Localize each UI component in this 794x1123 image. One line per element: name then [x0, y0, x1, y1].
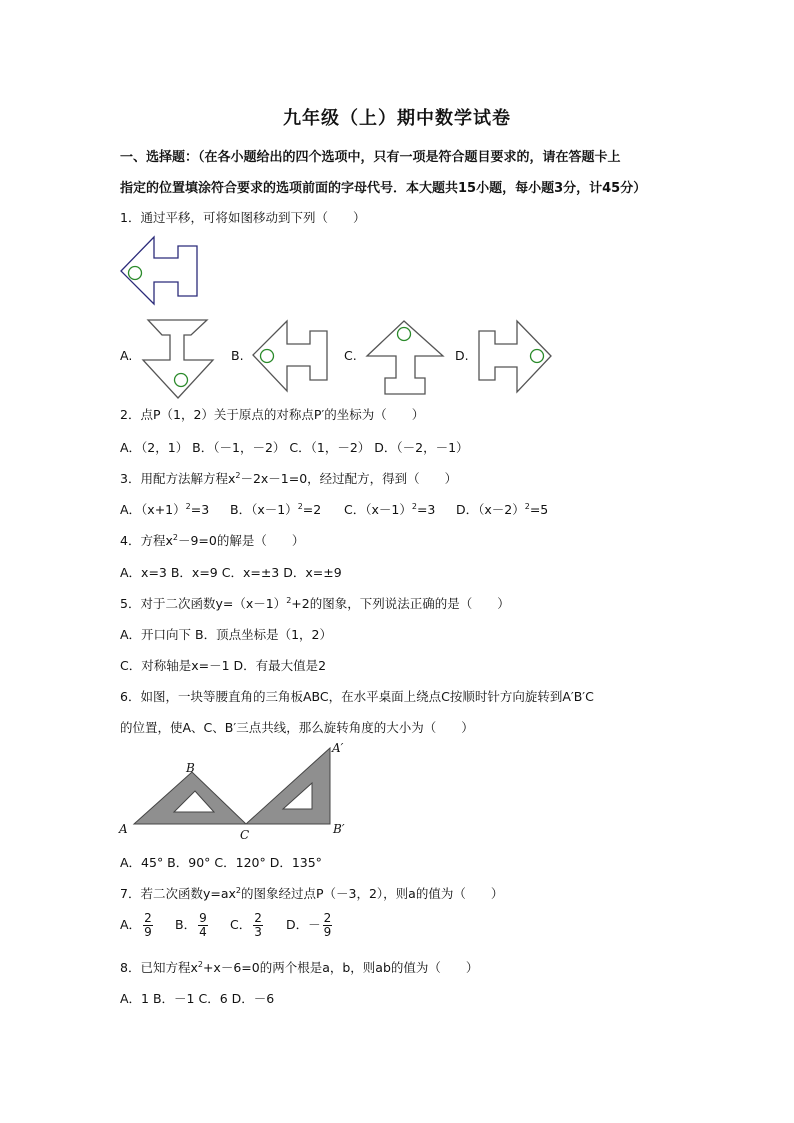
q7-option-d[interactable]: D．－ $\frac{2}{9}$ [286, 911, 332, 939]
q1-label-d: D. [455, 348, 469, 363]
q6-stem-line2: 的位置，使A、C、B′三点共线，那么旋转角度的大小为（ ） [120, 720, 474, 735]
section-heading-line1: 一、选择题：（在各小题给出的四个选项中，只有一项是符合题目要求的，请在答题卡上 [120, 150, 621, 165]
page-title: 九年级（上）期中数学试卷 [283, 108, 511, 129]
q7-option-b[interactable]: B． $\frac{9}{4}$ [175, 911, 207, 939]
q6-label-c: C [240, 828, 250, 842]
q5-stem: 5．对于二次函数$y=(x-1)^2+2$的图象，下列说法正确的是（ ） [120, 595, 510, 611]
q7-stem: 7．若二次函数$y=ax^2$的图象经过点P（－3，2），则a的值为（ ） [120, 885, 504, 901]
q5-options-line1[interactable]: A．开口向下 B．顶点坐标是（1，2） [120, 627, 333, 642]
q7-option-c[interactable]: C． $\frac{2}{3}$ [230, 911, 262, 939]
q6-label-a-prime: A′ [332, 741, 344, 755]
q6-label-b-prime: B′ [333, 822, 345, 836]
q1-option-a-figure[interactable] [140, 317, 216, 401]
q6-label-a: A [119, 822, 128, 836]
q3-stem: 3．用配方法解方程$x^2-2x-1=0$，经过配方，得到（ ） [120, 470, 458, 486]
q2-stem: 2．点P（1，2）关于原点的对称点P′的坐标为（ ） [120, 407, 425, 422]
q8-stem: 8．已知方程$x^2+x-6=0$的两个根是a，b，则ab的值为（ ） [120, 959, 479, 975]
q6-stem-line1: 6．如图，一块等腰直角的三角板ABC，在水平桌面上绕点C按顺时针方向旋转到A′B′C [120, 689, 594, 704]
q1-option-d-figure[interactable] [476, 318, 554, 396]
q8-options[interactable]: A．1 B．－1 C．6 D．－6 [120, 991, 275, 1006]
q1-stem: 1．通过平移，可将如图移动到下列（ ） [120, 210, 366, 225]
q3-option-b[interactable]: B．$(x-1)^2=2$ [230, 501, 322, 517]
q3-option-d[interactable]: D．$(x-2)^2=5$ [456, 501, 549, 517]
q3-option-c[interactable]: C．$(x-1)^2=3$ [344, 501, 436, 517]
q4-options[interactable]: A．x=3 B．x=9 C．x=±3 D．x=±9 [120, 565, 342, 580]
q5-options-line2[interactable]: C．对称轴是x=－1 D．有最大值是2 [120, 658, 327, 673]
q1-label-a: A. [120, 348, 133, 363]
q1-option-c-figure[interactable] [364, 318, 446, 398]
q1-option-b-figure[interactable] [250, 318, 330, 394]
q6-label-b: B [186, 761, 195, 775]
q1-label-c: C. [344, 348, 357, 363]
q4-stem: 4．方程$x^2-9=0$的解是（ ） [120, 532, 305, 548]
q3-option-a[interactable]: A．$(x+1)^2=3$ [120, 501, 210, 517]
section-heading-line2: 指定的位置填涂符合要求的选项前面的字母代号．本大题共15小题，每小题3分，计45分） [120, 181, 647, 196]
q2-options[interactable]: A．（2，1） B．（－1，－2） C．（1，－2） D．（－2，－1） [120, 440, 469, 455]
q6-triangle-figure [116, 740, 352, 848]
q1-label-b: B. [231, 348, 244, 363]
q7-option-a[interactable]: A． $\frac{2}{9}$ [120, 911, 152, 939]
q6-options[interactable]: A．45° B．90° C．120° D．135° [120, 855, 322, 870]
q1-original-figure [118, 232, 202, 306]
